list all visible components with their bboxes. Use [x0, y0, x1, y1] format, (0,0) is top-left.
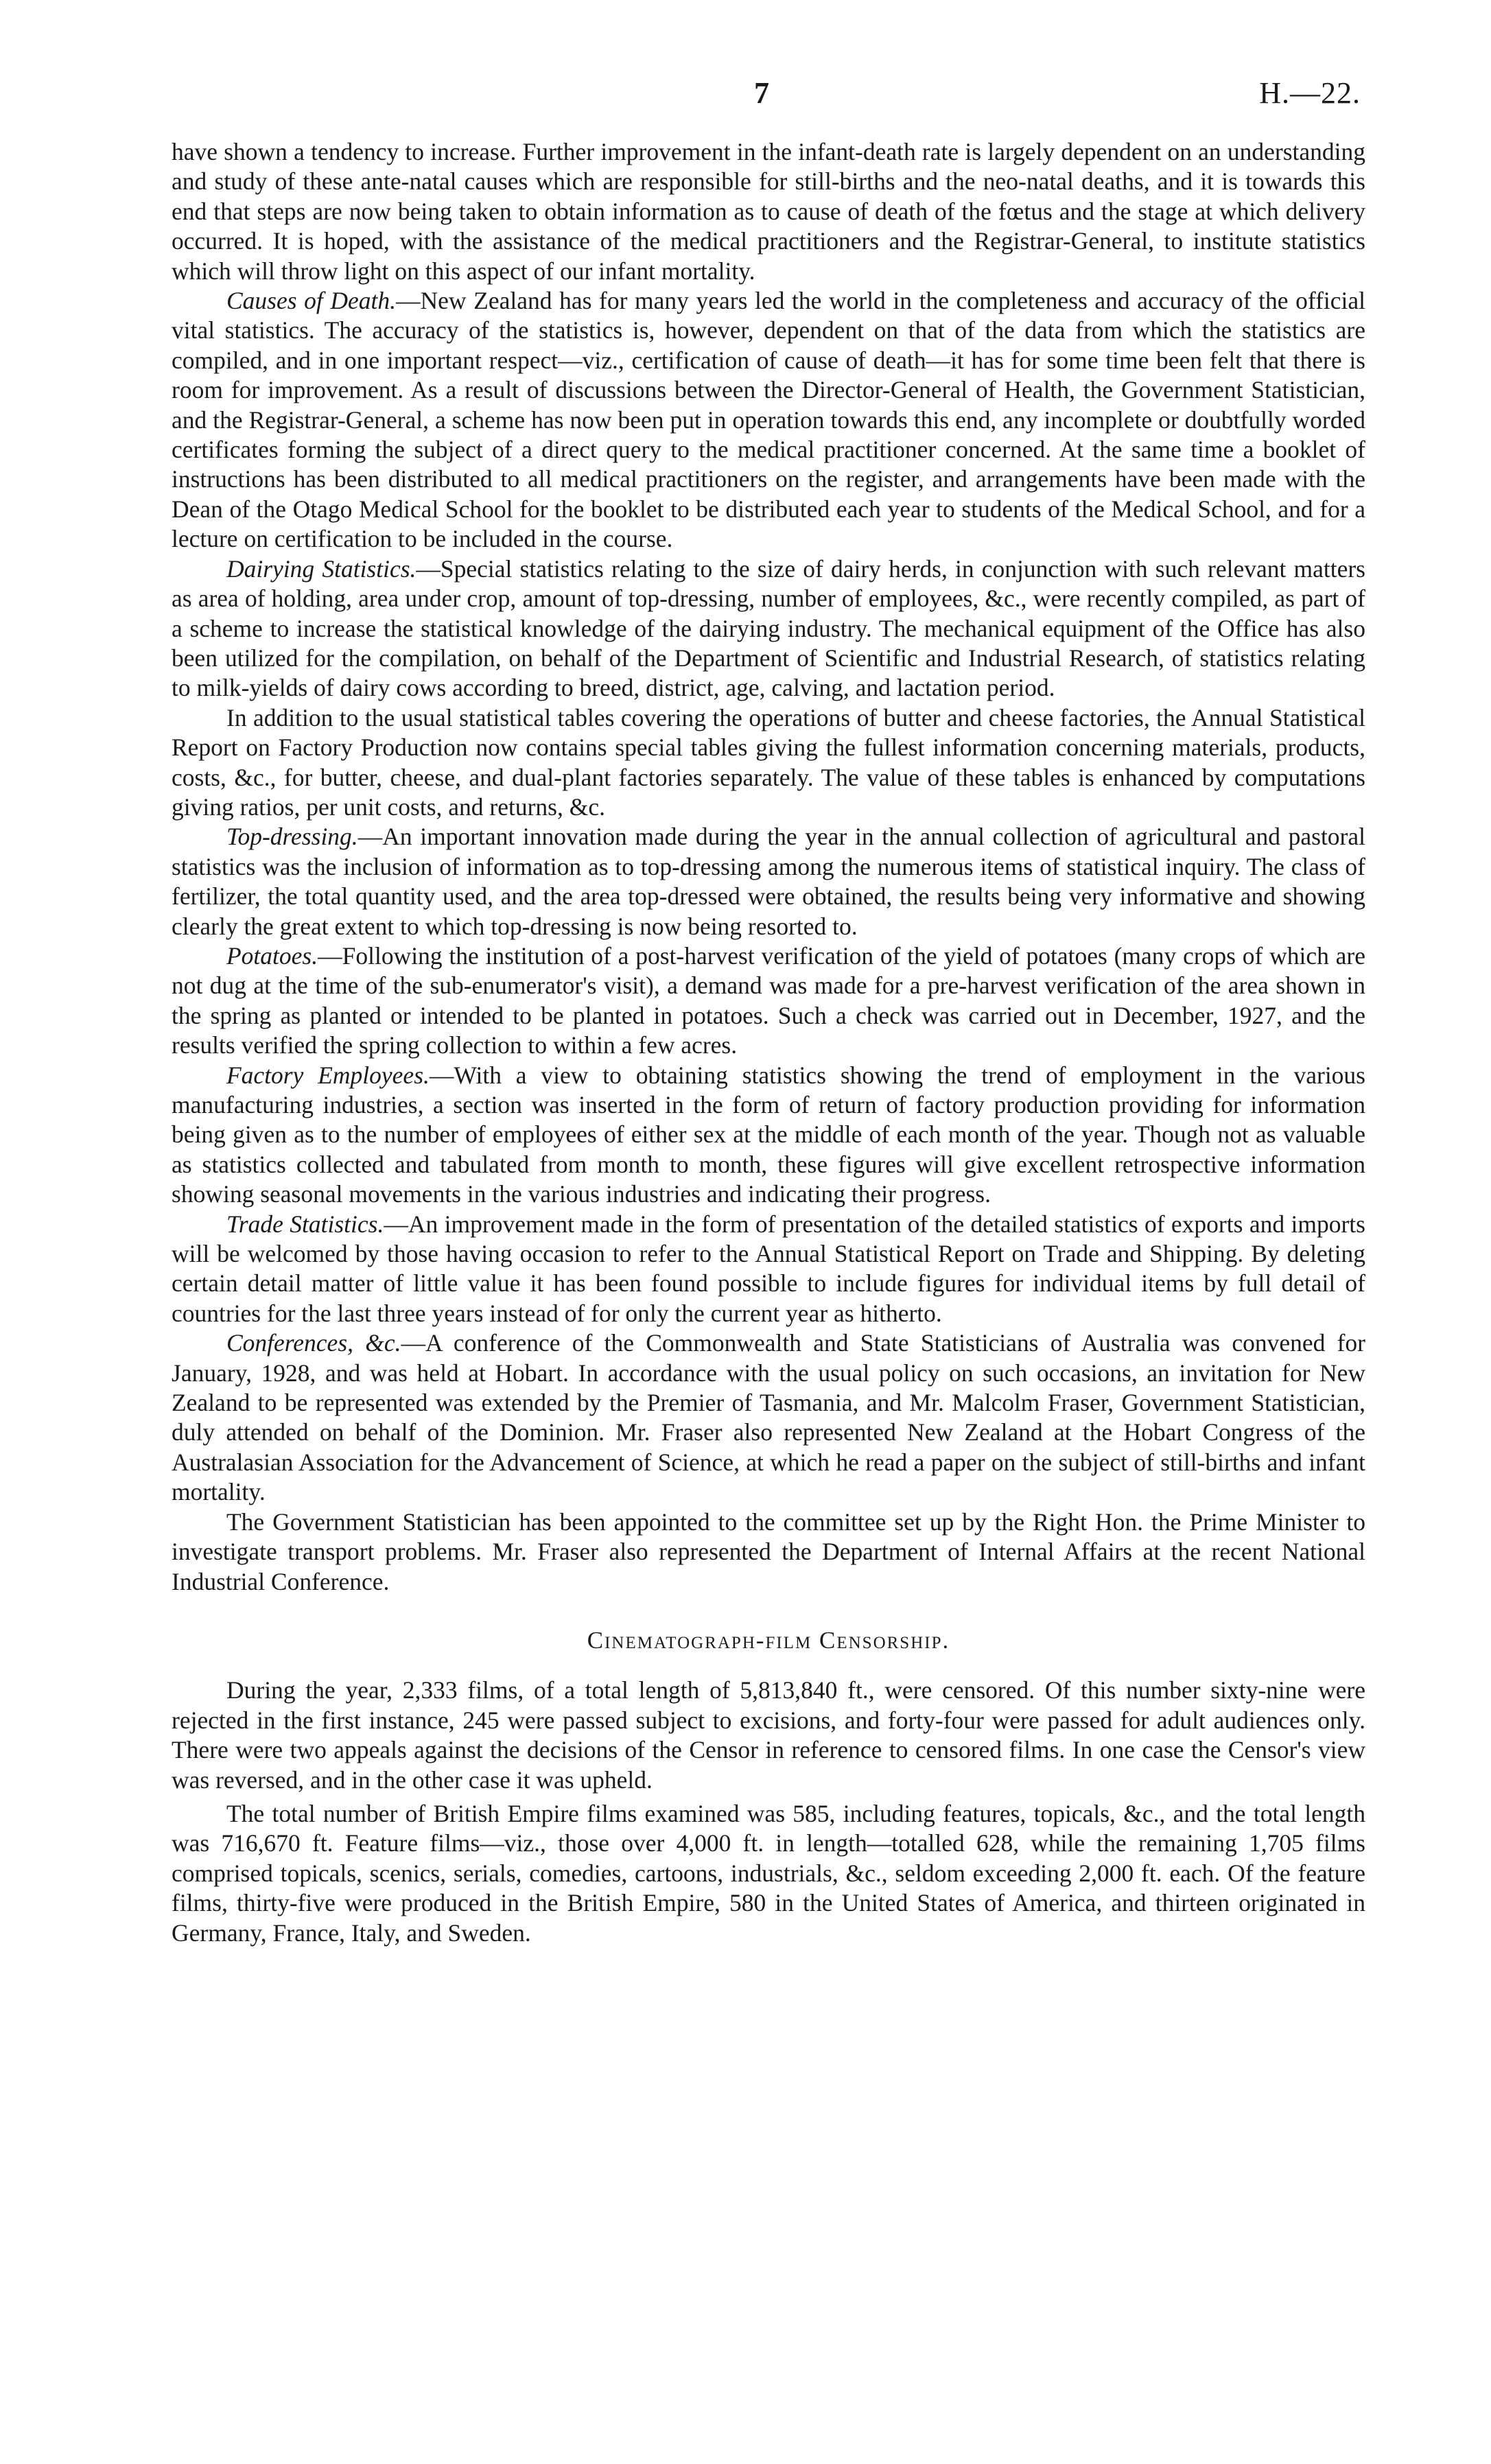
paragraph-heading: Dairying Statistics.	[226, 554, 416, 583]
paragraph-dairying-statistics	[172, 554, 1365, 703]
body-text	[172, 137, 1365, 1952]
paragraph-heading: Top-dressing.	[226, 823, 358, 851]
paragraph-british-empire-films: The total number of British Empire films examined was 585, including features, topicals, &c., and the total length was 716,670 ft. Feature films—viz., those over 4,000 ft. in length—totalled 628, while the remaining 1,705 films comprised topicals, scenics, serials, comedies, cartoons, industrials, &c., seldom exceeding 2,000 ft. each. Of the feature films, thirty-five were produced in the British Empire, 580 in the United States of America, and thirteen originated in Germany, France, Italy, and Sweden.	[172, 1799, 1365, 1947]
paragraph-text: —Following the institution of a post-harvest verification of the yield of potatoes (many crops of which are not dug at the time of the sub-enumerator's visit), a demand was made for a pre-harvest verification of the area shown in the spring as planted or intended to be planted in potatoes. Such a check was carried out in December, 1927, and the results verified the spring collection to within a few acres.	[172, 941, 1365, 1059]
paragraph-text: The Government Statistician has been appointed to the committee set up by the Right Hon. the Prime Minister to investigate transport problems. Mr. Fraser also represented the Department of Internal Affairs at the recent National Industrial Conference.	[172, 1507, 1365, 1595]
paragraph-text: —An important innovation made during the year in the annual collection of agricultural and pastoral statistics was the inclusion of information as to top-dressing among the numerous items of statistical inquiry. The class of fertilizer, the total quantity used, and the area top-dressed were obtained, the results being very informative and showing clearly the great extent to which top-dressing is now being resorted to.	[172, 823, 1365, 940]
paragraph-trade-statistics	[172, 1210, 1365, 1329]
paragraph-text: —Special statistics relating to the size of dairy herds, in conjunction with such relevant matters as area of holding, area under crop, amount of top-dressing, number of employees, &c., were recently compiled, as part of a scheme to increase the statistical knowledge of the dairying industry. The mechanical equipment of the Office has also been utilized for the compilation, on behalf of the Department of Scientific and Industrial Research, of statistics relating to milk-yields of dairy cows according to breed, district, age, calving, and lactation period.	[172, 554, 1365, 702]
paragraph-heading: Conferences, &c.	[226, 1329, 401, 1357]
paragraph-potatoes	[172, 941, 1365, 1061]
paragraph-text: —An improvement made in the form of presentation of the detailed statistics of exports and imports will be welcomed by those having occasion to refer to the Annual Statistical Report on Trade and Shipping. By deleting certain detail matter of little value it has been found possible to include figures for individual items by full detail of countries for the last three years instead of for only the current year as hitherto.	[172, 1210, 1365, 1327]
paragraph-heading: Potatoes.	[226, 941, 318, 970]
paragraph-causes-of-death	[172, 286, 1365, 554]
paragraph-heading: Factory Employees.	[226, 1061, 430, 1089]
paragraph-text: —A conference of the Commonwealth and State Statisticians of Australia was convened for January, 1928, and was held at Hobart. In accordance with the usual policy on such occasions, an invitation for New Zealand to be represented was extended by the Premier of Tasmania, and Mr. Malcolm Fraser, Government Statistician, duly attended on behalf of the Dominion. Mr. Fraser also represented New Zealand at the Hobart Congress of the Australasian Association for the Advancement of Science, at which he read a paper on the subject of still-births and infant mortality.	[172, 1329, 1365, 1506]
page-number: 7	[754, 76, 769, 110]
paragraph-films-censored: During the year, 2,333 films, of a total length of 5,813,840 ft., were censored. Of this number sixty-nine were rejected in the first instance, 245 were passed subject to excisions, and forty-four were passed for adult audiences only. There were two appeals against the decisions of the Censor in reference to censored films. In one case the Censor's view was reversed, and in the other case it was upheld.	[172, 1676, 1365, 1794]
paragraph-heading: Trade Statistics.	[226, 1210, 384, 1238]
paragraph-text: —With a view to obtaining statistics showing the trend of employment in the various manufacturing industries, a section was inserted in the form of return of factory production providing for information being given as to the number of employees of either sex at the middle of each month of the year. Though not as valuable as statistics collected and tabulated from month to month, these figures will give excellent retrospective information showing seasonal movements in the various industries and indicating their progress.	[172, 1061, 1365, 1208]
document-code: H.—22.	[1259, 76, 1361, 110]
paragraph-factory-employees	[172, 1061, 1365, 1210]
paragraph-heading: Causes of Death.	[226, 287, 397, 315]
paragraph-factory-tables	[172, 703, 1365, 823]
paragraph-text: —New Zealand has for many years led the world in the completeness and accuracy of the official vital statistics. The accuracy of the statistics is, however, dependent on that of the data from which the statistics are compiled, and in one important respect—viz., certification of cause of death—it has for some time been felt that there is room for improvement. As a result of discussions between the Director-General of Health, the Government Statistician, and the Registrar-General, a scheme has now been put in operation towards this end, any incomplete or doubtfully worded certificates forming the subject of a direct query to the medical practitioner concerned. At the same time a booklet of instructions has been distributed to all medical practitioners on the register, and arrangements have been made with the Dean of the Otago Medical School for the booklet to be distributed each year to students of the Medical School, and for a lecture on certification to be included in the course.	[172, 287, 1366, 553]
paragraph-conferences	[172, 1328, 1365, 1507]
paragraph-infant-mortality	[172, 137, 1365, 286]
paragraph-top-dressing	[172, 822, 1365, 941]
paragraph-text: In addition to the usual statistical tables covering the operations of butter and cheese factories, the Annual Statistical Report on Factory Production now contains special tables giving the fullest information concerning materials, products, costs, &c., for butter, cheese, and dual-plant factories separately. The value of these tables is enhanced by computations giving ratios, per unit costs, and returns, &c.	[172, 703, 1365, 821]
page-header	[0, 75, 1491, 117]
paragraph-text: have shown a tendency to increase. Further improvement in the infant-death rate is largely dependent on an understanding and study of these ante-natal causes which are responsible for still-births and the neo-natal deaths, and it is towards this end that steps are now being taken to obtain information as to cause of death of the fœtus and the stage at which delivery occurred. It is hoped, with the assistance of the medical practitioners and the Registrar-General, to institute statistics which will throw light on this aspect of our infant mortality.	[172, 138, 1365, 285]
paragraph-transport-committee	[172, 1507, 1365, 1597]
section-heading: Cinematograph-film Censorship.	[587, 1626, 950, 1654]
section-film-censorship	[172, 1626, 1365, 1948]
